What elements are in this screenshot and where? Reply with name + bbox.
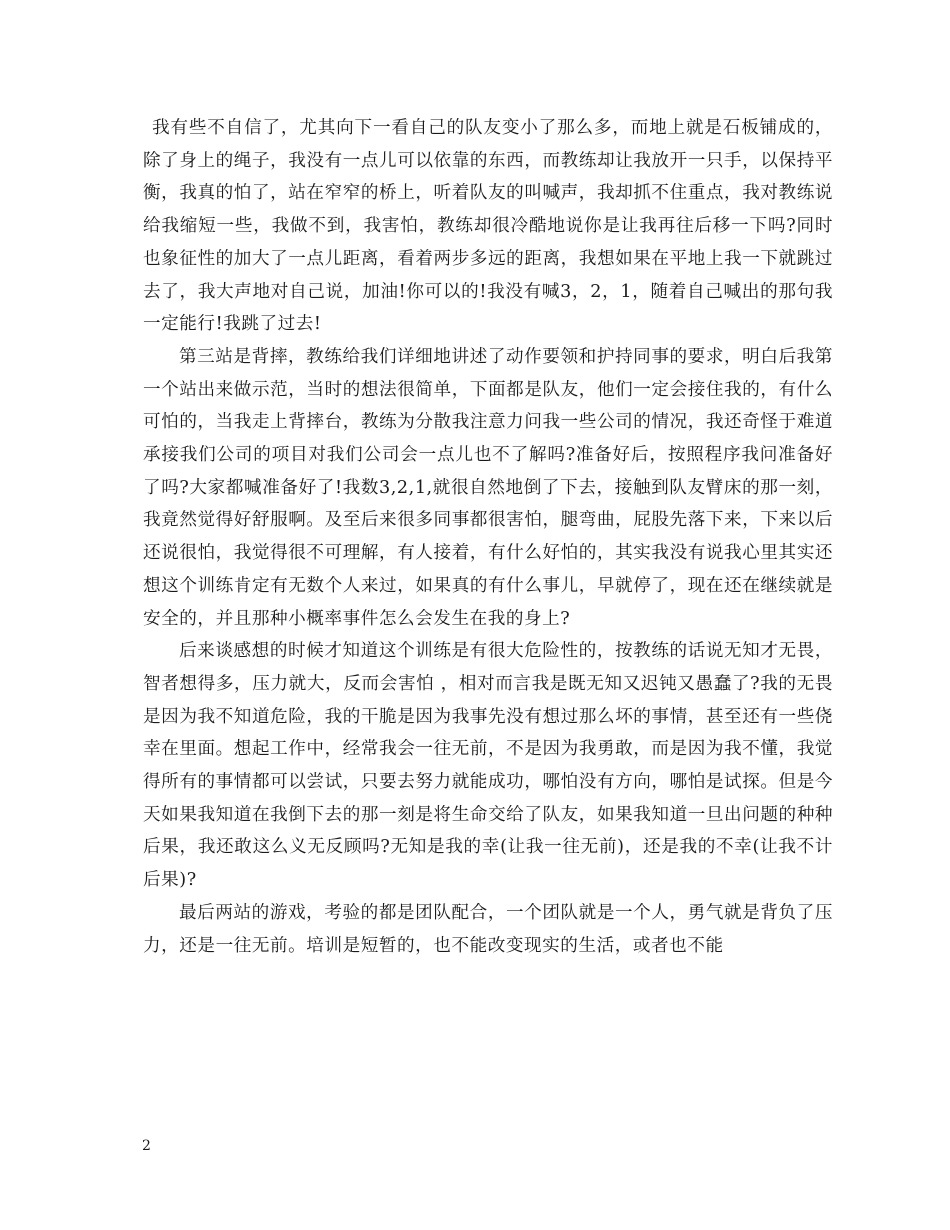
document-body <box>143 112 833 962</box>
page-number: 2 <box>142 1138 151 1154</box>
paragraph-final-stations: 最后两站的游戏，考验的都是团队配合，一个团队就是一个人，勇气就是背负了压力，还是一往无前。培训是短暂的，也不能改变现实的生活，或者也不能 <box>143 902 833 956</box>
paragraph-trust-fall: 第三站是背摔，教练给我们详细地讲述了动作要领和护持同事的要求，明白后我第一个站出来做示范，当时的想法很简单，下面都是队友，他们一定会接住我的，有什么可怕的，当我走上背摔台，教练为分散我注意力问我一些公司的情况，我还奇怪于难道承接我们公司的项目对我们公司会一点儿也不了解吗?准备好后，按照程序我问准备好了吗?大家都喊准备好了!我数3,2,1,就很自然地倒了下去，接触到队友臂床的那一刻，我竟然觉得好舒服啊。及至后来很多同事都很害怕，腿弯曲，屁股先落下来，下来以后还说很怕，我觉得很不可理解，有人接着，有什么好怕的，其实我没有说我心里其实还想这个训练肯定有无数个人来过，如果真的有什么事儿，早就停了，现在还在继续就是安全的，并且那种小概率事件怎么会发生在我的身上? <box>143 346 833 629</box>
paragraph-bridge-jump: 我有些不自信了，尤其向下一看自己的队友变小了那么多，而地上就是石板铺成的，除了身上的绳子，我没有一点儿可以依靠的东西，而教练却让我放开一只手，以保持平衡，我真的怕了，站在窄窄的桥上，听着队友的叫喊声，我却抓不住重点，我对教练说给我缩短一些，我做不到，我害怕，教练却很冷酷地说你是让我再往后移一下吗?同时也象征性的加大了一点儿距离，看着两步多远的距离，我想如果在平地上我一下就跳过去了，我大声地对自己说，加油!你可以的!我没有喊3，2，1，随着自己喊出的那句我一定能行!我跳了过去! <box>143 118 833 335</box>
paragraph-reflection: 后来谈感想的时候才知道这个训练是有很大危险性的，按教练的话说无知才无畏，智者想得多，压力就大，反而会害怕 ，相对而言我是既无知又迟钝又愚蠢了?我的无畏是因为我不知道危险，我的干脆是因为我事先没有想过那么坏的事情，甚至还有一些侥幸在里面。想起工作中，经常我会一往无前，不是因为我勇敢，而是因为我不懂，我觉得所有的事情都可以尝试，只要去努力就能成功，哪怕没有方向，哪怕是试探。但是今天如果我知道在我倒下去的那一刻是将生命交给了队友，如果我知道一旦出问题的种种后果，我还敢这么义无反顾吗?无知是我的幸(让我一往无前)，还是我的不幸(让我不计后果)? <box>143 641 833 891</box>
